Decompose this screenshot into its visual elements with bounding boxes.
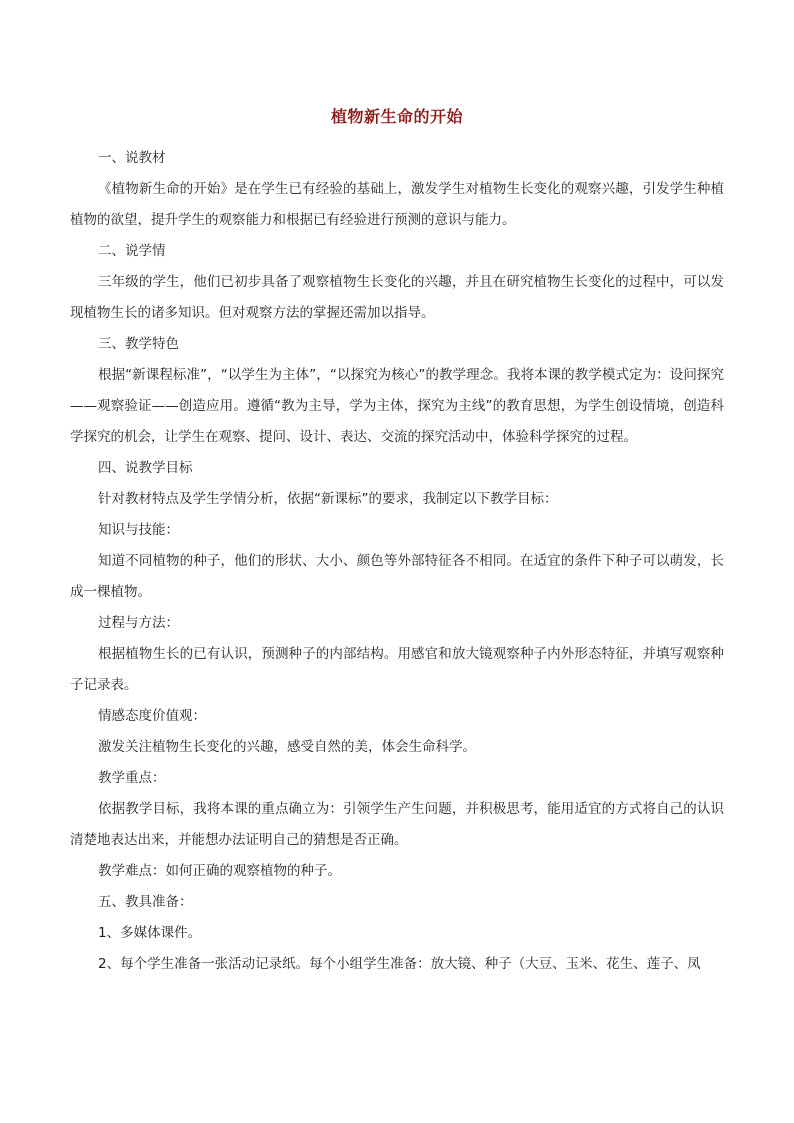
section-heading-features: 三、教学特色 (98, 336, 179, 352)
paragraph-students: 三年级的学生，他们已初步具备了观察植物生长变化的兴趣，并且在研究植物生长变化的过程中，可以发现植物生长的诸多知识。但对观察方法的掌握还需加以指导。 (70, 274, 724, 321)
section-heading-goals: 四、说教学目标 (98, 460, 193, 476)
section-heading-materials: 五、教具准备： (98, 894, 193, 910)
paragraph-goals-intro: 针对教材特点及学生学情分析，依据“新课标”的要求，我制定以下教学目标： (98, 491, 558, 507)
paragraph-process: 根据植物生长的已有认识，预测种子的内部结构。用感官和放大镜观察种子内外形态特征，并填写观察种子记录表。 (70, 646, 724, 693)
document-title: 植物新生命的开始 (330, 107, 463, 126)
paragraph-knowledge: 知道不同植物的种子，他们的形状、大小、颜色等外部特征各不相同。在适宜的条件下种子可以萌发，长成一棵植物。 (70, 553, 724, 600)
section-heading-textbook: 一、说教材 (98, 150, 166, 166)
subheading-process: 过程与方法： (98, 615, 179, 631)
paragraph-key-point: 依据教学目标，我将本课的重点确立为：引领学生产生问题，并积极思考，能用适宜的方式将自己的认识清楚地表达出来，并能想办法证明自己的猜想是否正确。 (70, 801, 724, 848)
paragraph-difficulty: 教学难点：如何正确的观察植物的种子。 (98, 863, 341, 879)
paragraph-attitude: 激发关注植物生长变化的兴趣，感受自然的美，体会生命科学。 (98, 739, 476, 755)
section-heading-students: 二、说学情 (98, 243, 166, 259)
document-body (70, 143, 724, 980)
paragraph-features: 根据“新课程标准”，“以学生为主体”，“以探究为核心”的教学理念。我将本课的教学模式定为：设问探究——观察验证——创造应用。遵循“教为主导，学为主体，探究为主线”的教育思想，为学生创设情境，创造科学探究的机会，让学生在观察、提问、设计、表达、交流的探究活动中，体验科学探究的过程。 (70, 367, 724, 445)
paragraph-textbook: 《植物新生命的开始》是在学生已有经验的基础上，激发学生对植物生长变化的观察兴趣，引发学生种植植物的欲望，提升学生的观察能力和根据已有经验进行预测的意识与能力。 (70, 181, 724, 228)
subheading-knowledge: 知识与技能： (98, 522, 179, 538)
list-item-materials-1: 1、多媒体课件。 (98, 925, 202, 941)
subheading-attitude: 情感态度价值观： (98, 708, 206, 724)
list-item-materials-2: 2、每个学生准备一张活动记录纸。每个小组学生准备：放大镜、种子（大豆、玉米、花生、莲子、凤 (98, 956, 701, 972)
subheading-key-point: 教学重点： (98, 770, 166, 786)
